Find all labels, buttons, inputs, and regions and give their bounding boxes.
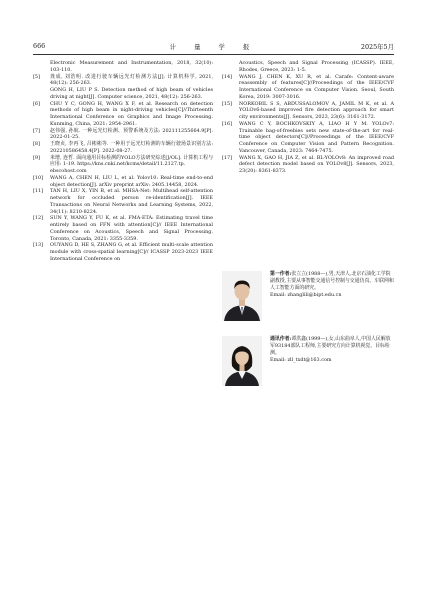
reference-item: [10] WANG A, CHEN H, LIU L, et al. Yolov10: Real-time end-to-end object detection[J]. arXiv preprint arXiv: 2405.14458, 2024. (33, 174, 213, 188)
reference-item: [16] WANG C Y, BOCHKOVSKIY A, LIAO H Y M. YOLOv7: Trainable bag-of-freebies sets new state-of-the-art for real-time object detectors[C]//Proceedings of the IEEE/CVF Conference on Computer Vision and Pattern Recognition. Vancouver, Canada, 2023: 7464-7475. (222, 120, 394, 154)
corresponding-author-photo (222, 336, 262, 386)
journal-name: 计 量 学 报 (169, 42, 258, 51)
running-header (33, 40, 394, 52)
references-right-column (222, 60, 394, 175)
reference-item: [7] 赵伟强, 孙航. 一种远光灯检测、预警系统及方法: 202111255664.9[P]. 2022-01-25. (33, 127, 213, 141)
corresponding-author-bio (270, 336, 394, 386)
first-author-description: 张立立(1988—),男,天津人,北京石油化工学院副教授,主要从事智能交通信号控制与交通仿真、车联网和人工智能方面的研究。 (270, 271, 394, 291)
reference-item: [9] 米增, 连哲. 面向通用目标检测的YOLO方法研究综述[J/OL]. 计算机工程与应用: 1-19. https://kns.cnki.net/kcms/detail/11.2127.tp. (33, 154, 213, 168)
reference-item: [15] NORKOBIL S S, ABDUSSALOMOV A, JAMIL M K, et al. A YOLOv6-based improved fire detection approach for smart city environments[J]. Sensors, 2023, 23(6): 3161-3172. (222, 100, 394, 120)
reference-item: [13] OUYANG D, HE S, ZHANG G, et al. Efficient multi-scale attention module with cross-spatial learning[C]// ICASSP 2023-2023 IEEE International Conference on (33, 242, 213, 262)
first-author-email: Email: zhanglili@bipt.edu.cn (270, 291, 342, 298)
reference-item: [6] CHU Y C, GONG H, WANG X F, et al. Research on detection methods of high beam in night-driving vehicles[C]//Thirteenth International Conference on Graphics and Image Processing. Kunming, China, 2021: 2954-2961. (33, 100, 213, 127)
issue-date: 2025年5月 (360, 42, 394, 51)
references-left-column (33, 60, 213, 263)
corresponding-author-label: 通讯作者: (270, 336, 292, 342)
reference-item: ebscohost.com (50, 168, 87, 174)
first-author-photo (222, 271, 262, 321)
page-number: 666 (33, 42, 46, 50)
reference-item: Acoustics, Speech and Signal Processing (ICASSP). IEEE, Rhodes, Greece, 2023: 1-5. (239, 60, 394, 73)
reference-item: [17] WANG X, GAO H, JIA Z, et al. BL-YOLOv8: An improved road defect detection model based on YOLOv8[J]. Sensors, 2023, 23(20): 8361-8373. (222, 154, 394, 174)
corresponding-author-block (222, 336, 394, 386)
reference-item: Electronic Measurement and Instrumentation, 2018, 32(10): 103-110. (50, 60, 213, 73)
reference-item: [8] 王晓贞, 李再飞, 吕彬彬等. 一种用于远光灯检测的车辆行驶场景识别方法: 202210586458.4[P]. 2022-08-27. (33, 141, 213, 154)
first-author-label: 第一作者: (270, 271, 292, 277)
header-rule (33, 54, 394, 55)
first-author-block (222, 271, 394, 321)
first-author-bio (270, 271, 394, 321)
corresponding-author-email: Email: zll_txdt@163.com (270, 356, 332, 363)
corresponding-author-description: 谭洪鑫(1999—),女,山东曲阜人,中国人民解放军93184部队工程师,主要研究方向计算机视觉、目标检测。 (270, 336, 391, 356)
reference-item: [11] TAN H, LIU X, YIN B, et al. MHSA-Net: Multihead self-attention network for occluded person re-identification[J]. IEEE Transactions on Neural Networks and Learning Systems, 2022, 34(11): 8210-8224. (33, 188, 213, 215)
reference-item: GONG H, LIU P S. Detection method of high beam of vehicles driving at night[J]. Computer science, 2021, 48(12): 256-263. (50, 87, 213, 100)
reference-item: [5] 龚成, 刘浩明. 改进行驶车辆远光灯检测方法[J]. 计算机科学, 2021, 48(12): 256-263. (33, 73, 213, 87)
reference-item: [14] WANG J, CHEN K, XU R, et al. Carafe: Content-aware reassembly of features[C]//Proceedings of the IEEE/CVF International Conference on Computer Vision. Seoul, South Korea, 2019: 3007-3016. (222, 73, 394, 100)
reference-item: [12] SUN Y, WANG Y, FU K, et al. FMA-ETA: Estimating travel time entirely based on FFN with attention[C]// IEEE International Conference on Acoustics, Speech and Signal Processing. Toronto, Canada, 2021: 3355-3359. (33, 215, 213, 242)
